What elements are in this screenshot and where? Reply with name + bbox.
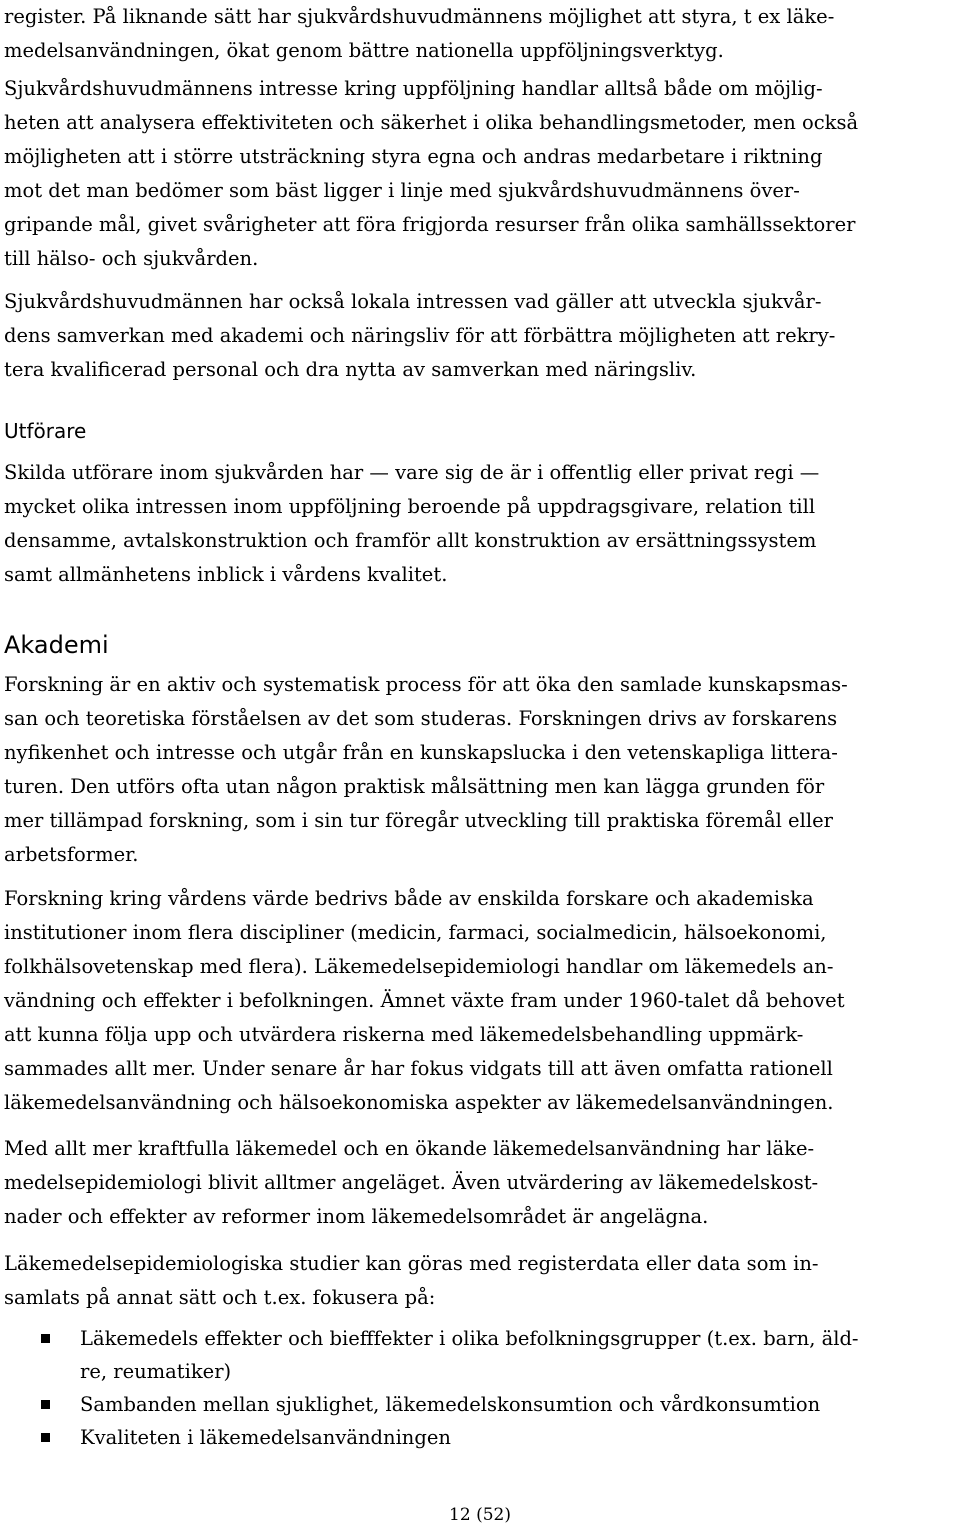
- paragraph-lokala-intressen: [4, 285, 835, 387]
- text-line: Läkemedelsepidemiologiska studier kan göras med registerdata eller data som in-: [4, 1252, 819, 1275]
- paragraph-forskning-vardens-varde: [4, 882, 845, 1120]
- list-item-text: Kvaliteten i läkemedelsanvändningen: [80, 1426, 451, 1449]
- text-line: Med allt mer kraftfulla läkemedel och en ökande läkemedelsanvändning har läke-: [4, 1137, 815, 1160]
- page-number: 12 (52): [449, 1505, 511, 1525]
- paragraph-register: [4, 0, 834, 68]
- list-item: [4, 1421, 859, 1454]
- text-line: institutioner inom flera discipliner (medicin, farmaci, socialmedicin, hälsoekonomi,: [4, 921, 827, 944]
- text-line: register. På liknande sätt har sjukvårdshuvudmännens möjlighet att styra, t ex läke-: [4, 5, 835, 28]
- list-item-text: re, reumatiker): [80, 1360, 232, 1383]
- text-line: till hälso- och sjukvården.: [4, 247, 259, 270]
- text-line: samlats på annat sätt och t.ex. fokusera på:: [4, 1286, 436, 1309]
- list-item: [4, 1322, 859, 1388]
- paragraph-skilda-utforare: [4, 456, 819, 592]
- heading-utforare: Utförare: [4, 419, 87, 443]
- text-line: mot det man bedömer som bäst ligger i linje med sjukvårdshuvudmännens över-: [4, 179, 800, 202]
- text-line: turen. Den utförs ofta utan någon praktisk målsättning men kan lägga grunden för: [4, 775, 825, 798]
- square-bullet-icon: [41, 1334, 50, 1343]
- text-line: möjligheten att i större utsträckning styra egna och andras medarbetare i riktning: [4, 145, 823, 168]
- text-line: nader och effekter av reformer inom läkemedelsområdet är angelägna.: [4, 1205, 709, 1228]
- list-item: [4, 1388, 859, 1421]
- text-line: vändning och effekter i befolkningen. Ämnet växte fram under 1960-talet då behovet: [4, 989, 845, 1012]
- text-line: Forskning är en aktiv och systematisk process för att öka den samlade kunskapsmas-: [4, 673, 848, 696]
- paragraph-kraftfulla-lakemedel: [4, 1132, 818, 1234]
- text-line: samt allmänhetens inblick i vårdens kvalitet.: [4, 563, 448, 586]
- heading-akademi: Akademi: [4, 631, 109, 659]
- paragraph-lakemedelsepidemiologiska-studier: [4, 1247, 819, 1315]
- text-line: Sjukvårdshuvudmännens intresse kring uppföljning handlar alltså både om möjlig-: [4, 77, 823, 100]
- list-item-text: Läkemedels effekter och biefffekter i olika befolkningsgrupper (t.ex. barn, äld-: [80, 1327, 859, 1350]
- text-line: medelsanvändningen, ökat genom bättre nationella uppföljningsverktyg.: [4, 39, 724, 62]
- text-line: sammades allt mer. Under senare år har fokus vidgats till att även omfatta rationell: [4, 1057, 833, 1080]
- text-line: heten att analysera effektiviteten och säkerhet i olika behandlingsmetoder, men också: [4, 111, 859, 134]
- text-line: gripande mål, givet svårigheter att föra frigjorda resurser från olika samhällssektorer: [4, 213, 856, 236]
- square-bullet-icon: [41, 1400, 50, 1409]
- text-line: densamme, avtalskonstruktion och framför allt konstruktion av ersättningssystem: [4, 529, 817, 552]
- focus-bullet-list: [4, 1322, 859, 1454]
- text-line: mycket olika intressen inom uppföljning beroende på uppdragsgivare, relation till: [4, 495, 816, 518]
- paragraph-sjukvardshuvudmannens-intresse: [4, 72, 858, 276]
- text-line: san och teoretiska förståelsen av det som studeras. Forskningen drivs av forskarens: [4, 707, 838, 730]
- text-line: tera kvalificerad personal och dra nytta av samverkan med näringsliv.: [4, 358, 697, 381]
- text-line: Sjukvårdshuvudmännen har också lokala intressen vad gäller att utveckla sjukvår-: [4, 290, 822, 313]
- text-line: arbetsformer.: [4, 843, 139, 866]
- square-bullet-icon: [41, 1433, 50, 1442]
- text-line: mer tillämpad forskning, som i sin tur föregår utveckling till praktiska föremål eller: [4, 809, 833, 832]
- text-line: att kunna följa upp och utvärdera riskerna med läkemedelsbehandling uppmärk-: [4, 1023, 804, 1046]
- text-line: Skilda utförare inom sjukvården har — vare sig de är i offentlig eller privat regi —: [4, 461, 820, 484]
- text-line: folkhälsovetenskap med flera). Läkemedelsepidemiologi handlar om läkemedels an-: [4, 955, 834, 978]
- list-item-text: Sambanden mellan sjuklighet, läkemedelskonsumtion och vårdkonsumtion: [80, 1393, 821, 1416]
- text-line: medelsepidemiologi blivit alltmer angeläget. Även utvärdering av läkemedelskost-: [4, 1171, 819, 1194]
- text-line: Forskning kring vårdens värde bedrivs både av enskilda forskare och akademiska: [4, 887, 814, 910]
- text-line: nyfikenhet och intresse och utgår från en kunskapslucka i den vetenskapliga littera-: [4, 741, 838, 764]
- text-line: läkemedelsanvändning och hälsoekonomiska aspekter av läkemedelsanvändningen.: [4, 1091, 834, 1114]
- paragraph-forskning-process: [4, 668, 848, 872]
- text-line: dens samverkan med akademi och näringsliv för att förbättra möjligheten att rekry-: [4, 324, 836, 347]
